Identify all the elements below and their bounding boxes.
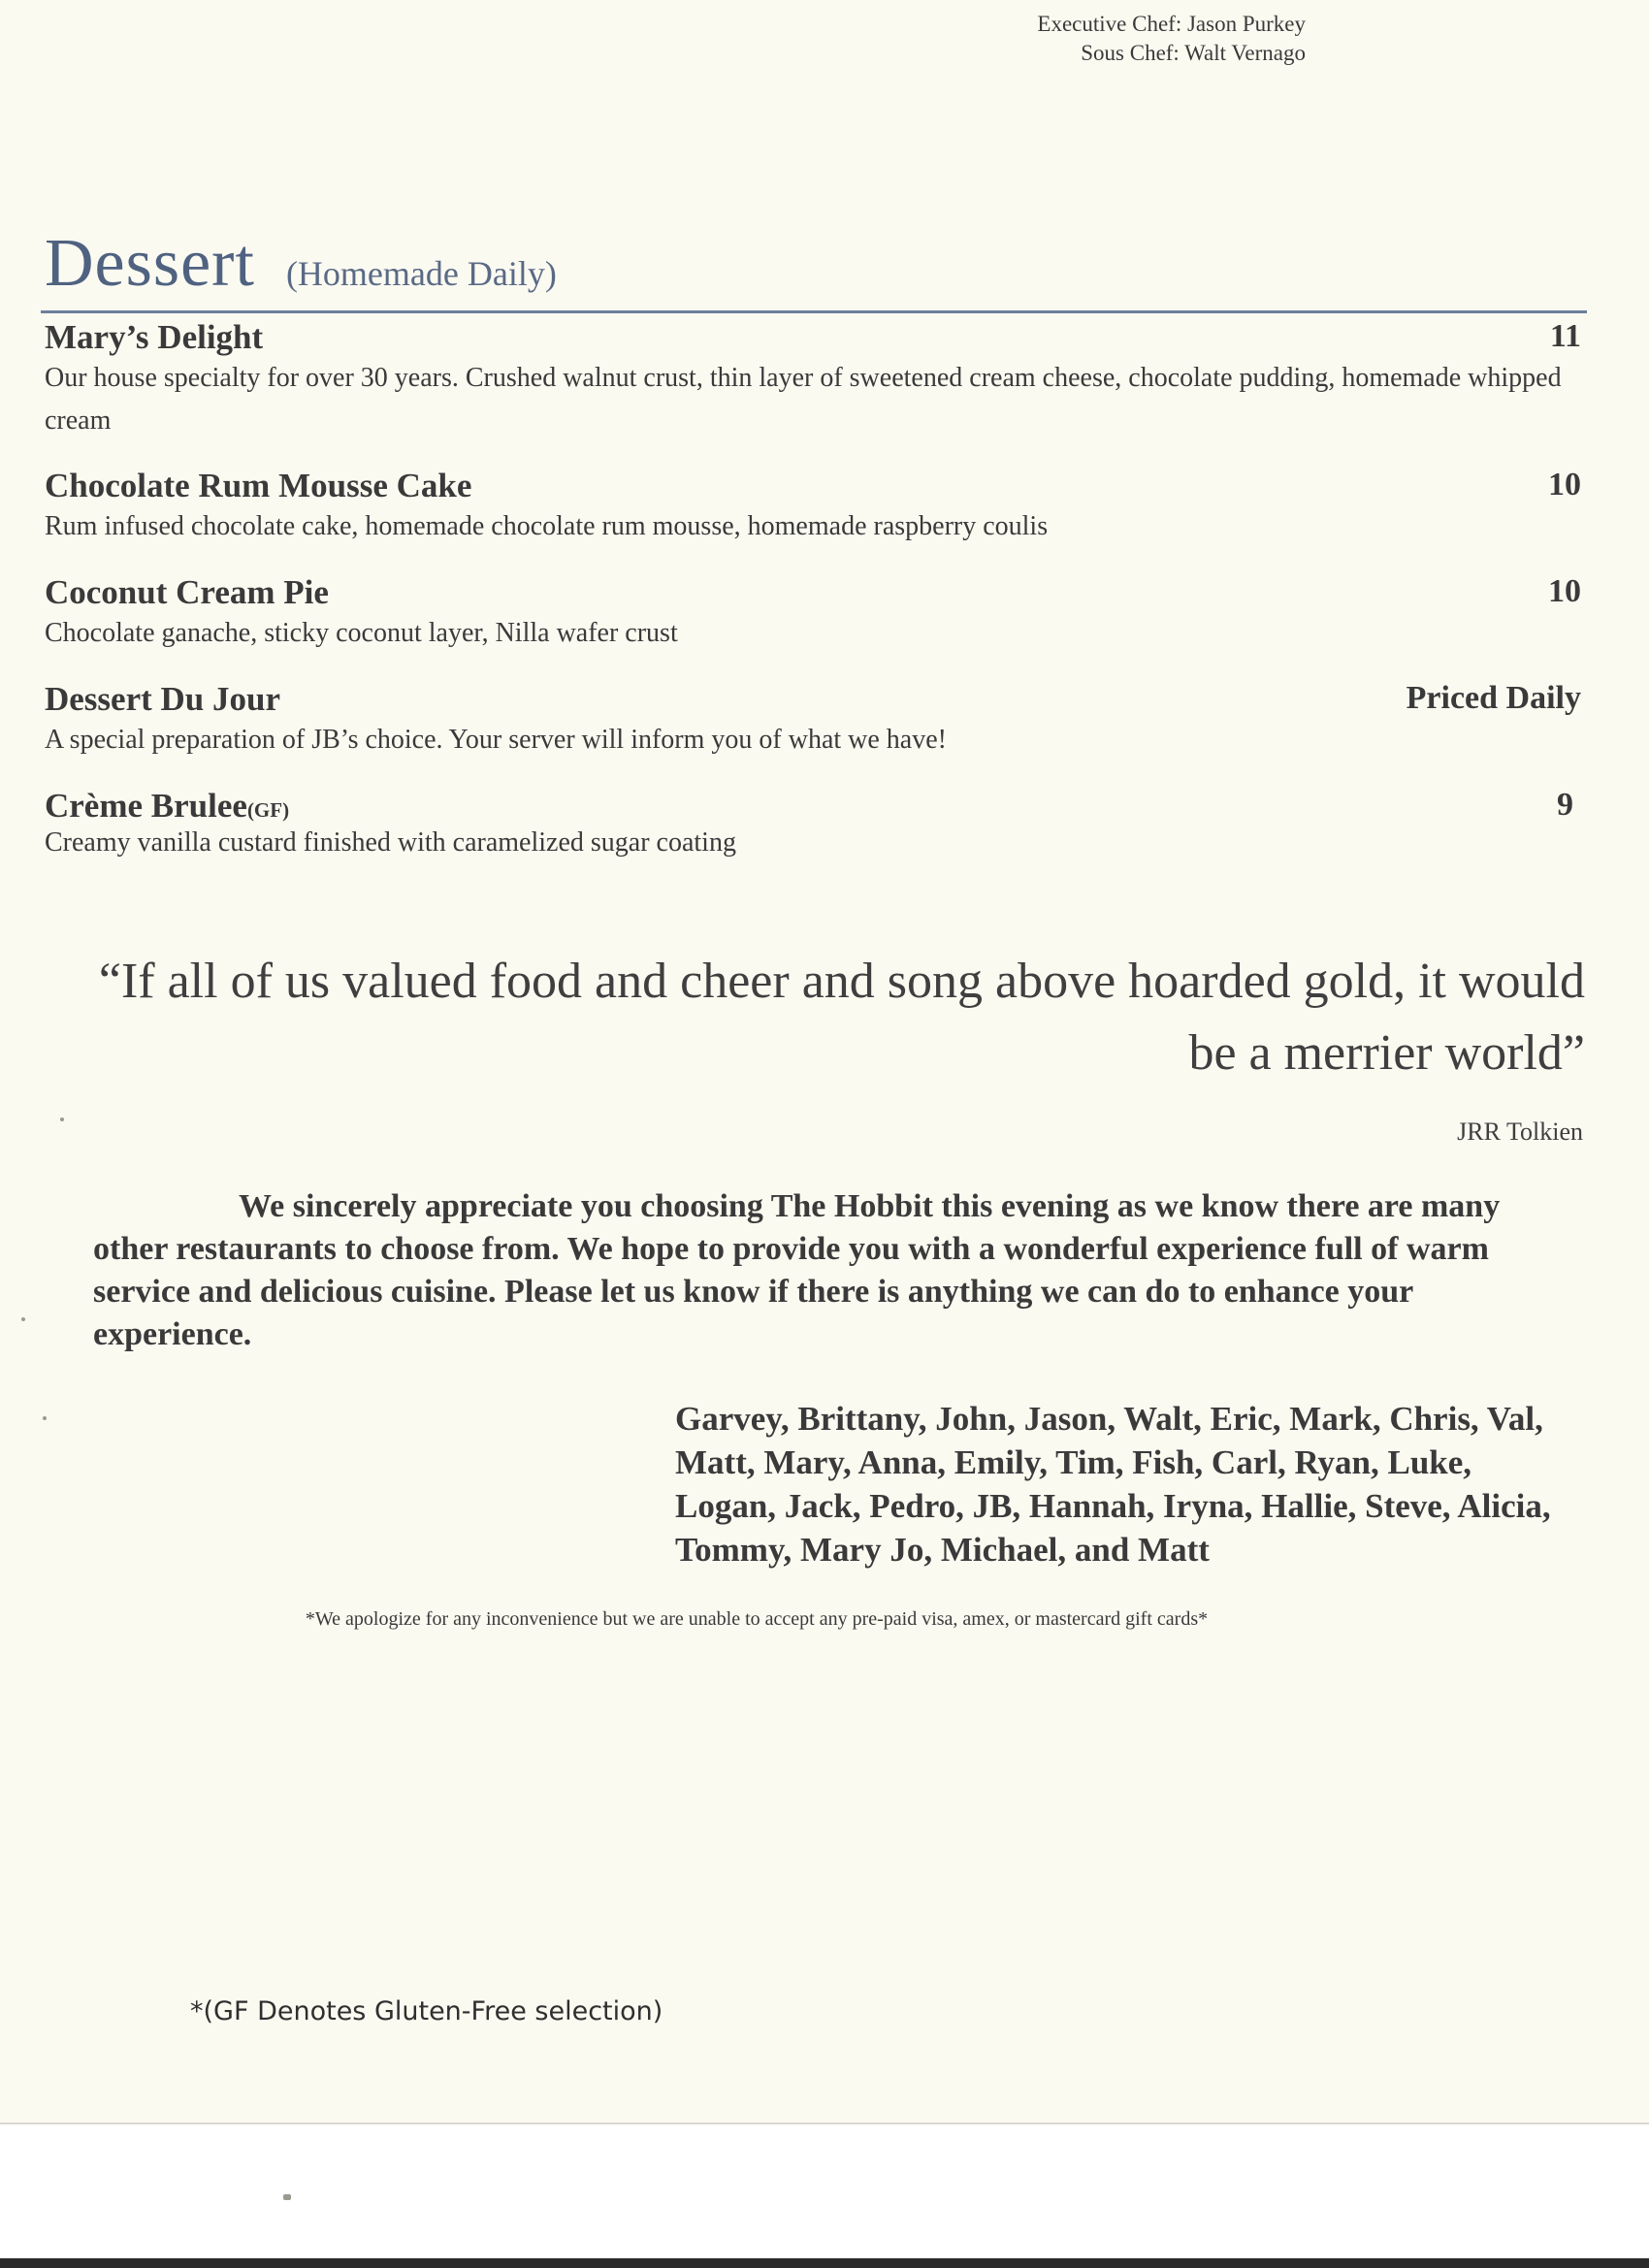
gift-card-notice — [0, 1608, 1649, 1631]
scan-speck — [60, 1118, 64, 1121]
gift-card-notice-text: *We apologize for any inconvenience but we are unable to accept any pre-paid visa, amex, or mastercard gift cards* — [305, 1608, 1209, 1630]
sous-chef: Sous Chef: Walt Vernago — [1081, 41, 1306, 65]
item-description: Our house specialty for over 30 years. Crushed walnut crust, thin layer of sweetened cream cheese, chocolate pudding, homemade whipped cream — [45, 363, 1562, 436]
section-header — [45, 225, 557, 303]
scan-speck — [283, 2194, 291, 2200]
item-name — [45, 467, 1581, 505]
item-price: 10 — [1548, 573, 1581, 609]
item-description: A special preparation of JB’s choice. Your server will inform you of what we have! — [45, 725, 947, 755]
item-name — [45, 680, 1581, 719]
menu-item-marys-delight — [45, 318, 1581, 442]
item-description: Chocolate ganache, sticky coconut layer, Nilla wafer crust — [45, 618, 678, 648]
chef-credits — [1037, 10, 1306, 68]
section-subtitle: (Homemade Daily) — [285, 254, 557, 293]
item-price: 9 — [1557, 787, 1573, 823]
gluten-free-legend: *(GF Denotes Gluten-Free selection) — [190, 1996, 663, 2026]
item-name-text: Crème Brulee — [45, 787, 247, 825]
item-description: Creamy vanilla custard finished with caramelized sugar coating — [45, 827, 736, 858]
item-name-text: Mary’s Delight — [45, 318, 264, 356]
item-price: 11 — [1549, 318, 1581, 354]
item-description: Rum infused chocolate cake, homemade chocolate rum mousse, homemade raspberry coulis — [45, 511, 1049, 541]
tolkien-quote: “If all of us valued food and cheer and song above hoarded gold, it would be a merrier world” — [98, 954, 1585, 1081]
item-name — [45, 787, 1581, 826]
staff-names: Garvey, Brittany, John, Jason, Walt, Eric, Mark, Chris, Val, Matt, Mary, Anna, Emily, Tim, Fish, Carl, Ryan, Luke, Logan, Jack, Pedro, JB, Hannah, Iryna, Hallie, Steve, Alicia, Tommy, Mary Jo, Michael, and Matt — [675, 1400, 1551, 1569]
section-title: Dessert — [45, 226, 255, 301]
item-price: Priced Daily — [1406, 680, 1581, 716]
executive-chef: Executive Chef: Jason Purkey — [1037, 12, 1306, 36]
menu-item-chocolate-rum-mousse-cake — [45, 467, 1581, 548]
section-divider — [41, 310, 1587, 313]
menu-item-creme-brulee — [45, 787, 1581, 860]
quote-author: JRR Tolkien — [1457, 1118, 1583, 1146]
gluten-free-tag: (GF) — [246, 798, 290, 822]
menu-item-coconut-cream-pie — [45, 573, 1581, 655]
item-price: 10 — [1548, 467, 1581, 502]
scan-speck — [21, 1317, 25, 1321]
menu-item-dessert-du-jour — [45, 680, 1581, 761]
scan-speck — [43, 1416, 47, 1420]
scan-border — [0, 2258, 1649, 2268]
item-name-text: Coconut Cream Pie — [45, 573, 329, 611]
item-name-text: Dessert Du Jour — [45, 680, 281, 718]
appreciation-message: We sincerely appreciate you choosing The Hobbit this evening as we know there are many other restaurants to choose from. We hope to provide you with a wonderful experience full of warm service and delicious cuisine. Please let us know if there is anything we can do to enhance your experience. — [93, 1188, 1501, 1352]
page-edge — [0, 2122, 1649, 2124]
item-name — [45, 318, 1581, 357]
item-name-text: Chocolate Rum Mousse Cake — [45, 467, 472, 504]
item-name — [45, 573, 1581, 612]
